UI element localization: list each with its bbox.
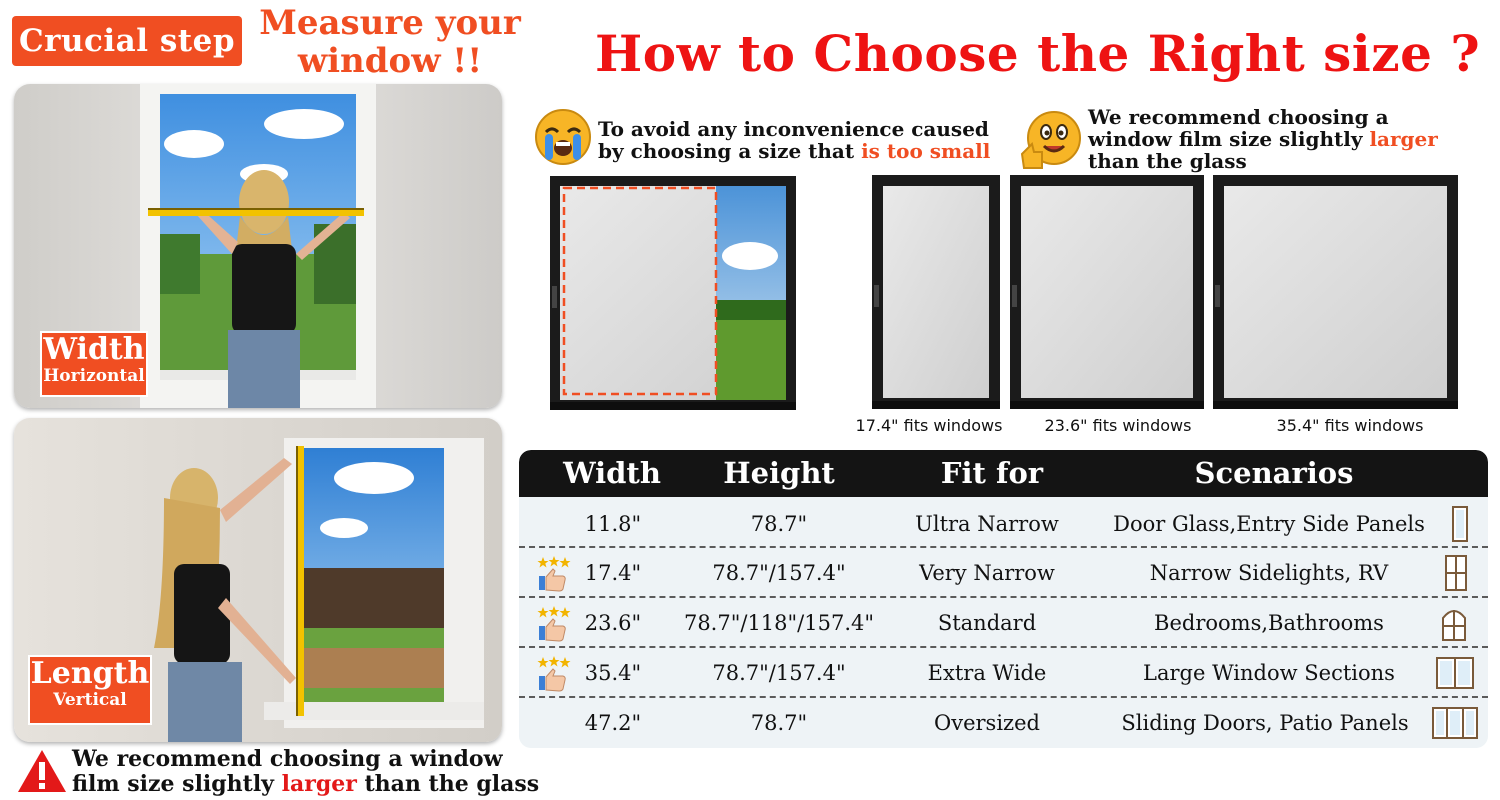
- double-window-icon: [1435, 654, 1475, 692]
- crying-face-icon: [534, 108, 592, 166]
- row-width: 23.6": [584, 611, 642, 635]
- width-sublabel: Horizontal: [43, 366, 145, 386]
- table-row: [519, 499, 1488, 549]
- table-row: [519, 598, 1488, 648]
- length-sublabel: Vertical: [53, 690, 127, 710]
- row-fit: Ultra Narrow: [915, 512, 1059, 536]
- window-17-4-illustration: [872, 175, 1000, 409]
- row-fit: Extra Wide: [927, 661, 1047, 685]
- width-label-box: [40, 331, 148, 397]
- warning-line-2: [72, 771, 542, 797]
- recommend-note: [1088, 106, 1438, 172]
- row-width: 35.4": [584, 661, 642, 685]
- thumbs-up-face-icon: [1018, 110, 1082, 172]
- row-height: 78.7": [750, 711, 808, 735]
- row-scenario: Narrow Sidelights, RV: [1149, 561, 1389, 585]
- page-title: How to Choose the Right size ?: [595, 24, 1481, 83]
- table-row: [519, 698, 1488, 748]
- too-small-line-1: To avoid any inconvenience caused: [598, 117, 989, 141]
- patio-door-icon: [1431, 704, 1479, 742]
- narrow-door-icon: [1443, 505, 1477, 543]
- warning-highlight: larger: [281, 771, 357, 797]
- row-width: 17.4": [584, 561, 642, 585]
- too-small-line-2-start: by choosing a size that: [598, 139, 862, 163]
- row-fit: Standard: [937, 611, 1037, 635]
- row-scenario: Sliding Doors, Patio Panels: [1121, 711, 1409, 735]
- header-height: Height: [723, 456, 835, 490]
- measure-width-photo: [14, 84, 502, 408]
- header-fit-for: Fit for: [940, 456, 1044, 490]
- window-23-6-caption: 23.6" fits windows: [1044, 416, 1192, 435]
- header-scenarios: Scenarios: [1194, 456, 1354, 490]
- row-scenario: Door Glass,Entry Side Panels: [1113, 512, 1425, 536]
- window-35-4-caption: 35.4" fits windows: [1276, 416, 1424, 435]
- recommend-line-2: [1088, 128, 1438, 150]
- measure-window-heading: [250, 4, 530, 80]
- header-width: Width: [563, 456, 661, 490]
- measure-length-photo: [14, 418, 502, 742]
- too-small-note: [598, 118, 990, 162]
- window-17-4-caption: 17.4" fits windows: [855, 416, 1003, 435]
- table-row: [519, 648, 1488, 698]
- row-width: 47.2": [584, 711, 642, 735]
- recommend-line-1: We recommend choosing a: [1088, 105, 1389, 129]
- table-header: [519, 450, 1488, 497]
- row-height: 78.7"/157.4": [712, 561, 846, 585]
- row-scenario: Large Window Sections: [1143, 661, 1395, 685]
- row-height: 78.7"/118"/157.4": [683, 611, 875, 635]
- row-fit: Very Narrow: [919, 561, 1055, 585]
- window-35-4-illustration: [1213, 175, 1458, 409]
- row-height: 78.7"/157.4": [712, 661, 846, 685]
- row-width: 11.8": [584, 512, 642, 536]
- too-small-highlight: is too small: [861, 139, 991, 163]
- recommend-highlight: larger: [1369, 127, 1438, 151]
- too-small-line-2: [598, 140, 990, 162]
- crucial-step-badge: Crucial step: [12, 16, 242, 66]
- recommend-line-3: than the glass: [1088, 149, 1247, 173]
- warning-line-2-end: than the glass: [356, 771, 540, 797]
- sidelight-window-icon: [1439, 554, 1473, 592]
- warning-line-1: We recommend choosing a window: [72, 746, 503, 772]
- warning-icon: [16, 748, 68, 794]
- warning-line-2-start: film size slightly: [72, 771, 282, 797]
- recommend-line-2-start: window film size slightly: [1088, 127, 1370, 151]
- measure-line-1: Measure your: [259, 3, 521, 43]
- length-label: Length: [30, 656, 150, 691]
- measure-line-2: window !!: [297, 41, 483, 81]
- too-small-window-illustration: [550, 176, 796, 410]
- window-23-6-illustration: [1010, 175, 1204, 409]
- length-label-box: [28, 655, 152, 725]
- arched-window-icon: [1437, 604, 1471, 642]
- row-height: 78.7": [750, 512, 808, 536]
- width-label: Width: [43, 332, 145, 367]
- row-fit: Oversized: [934, 711, 1040, 735]
- table-row: [519, 548, 1488, 598]
- size-table: [519, 450, 1488, 748]
- row-scenario: Bedrooms,Bathrooms: [1154, 611, 1384, 635]
